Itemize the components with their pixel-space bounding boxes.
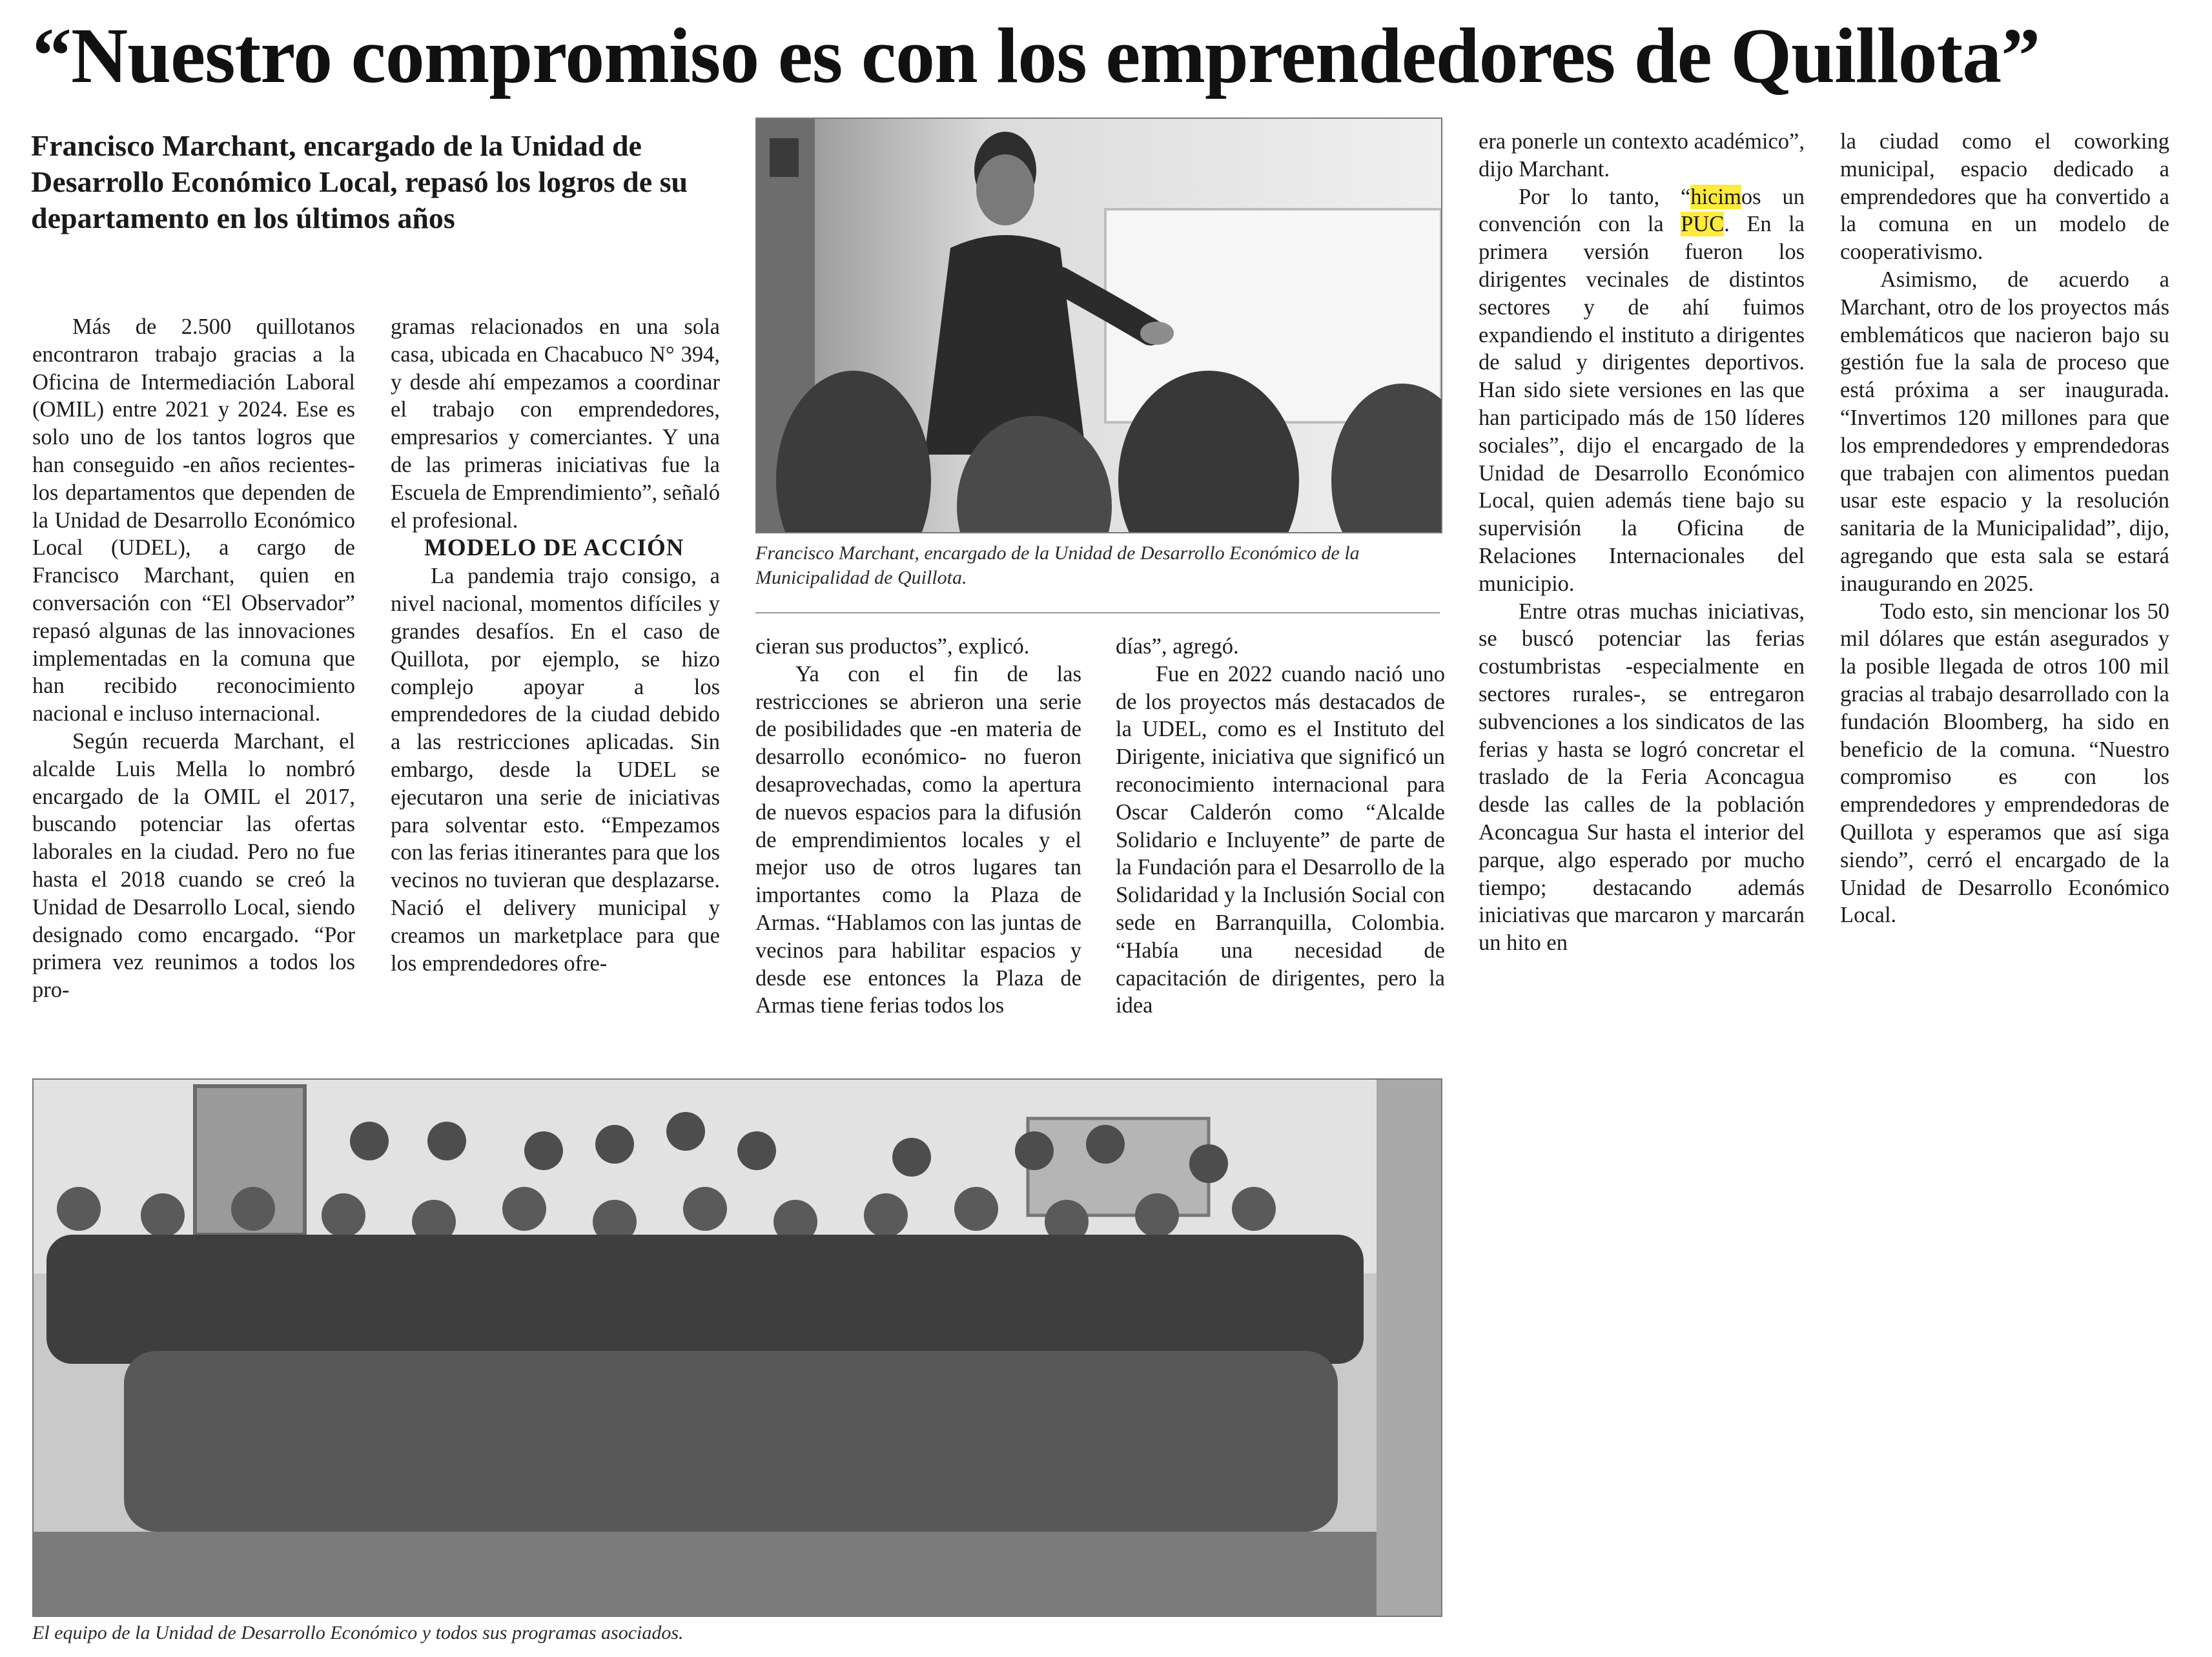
team-photo-caption: El equipo de la Unidad de Desarrollo Económico y todos sus programas asociados. [32, 1622, 684, 1643]
team-group-photo-illustration [34, 1080, 1441, 1616]
col5-paragraph-3: Entre otras muchas iniciativas, se buscó potenciar las ferias costumbristas -especialmente en sectores rurales-, se entregaron subvenciones a los sindicatos de las ferias y hasta se logró concretar el traslado de la Feria Aconcagua desde las calles de la población Aconcagua Sur hasta el interior del parque, algo esperado por mucho tiempo; destacando además iniciativas que marcaron y marcarán un hito en [1479, 599, 1805, 956]
col2-paragraph-2: La pandemia trajo consigo, a nivel nacional, momentos difíciles y grandes desafíos. En el caso de Quillota, por ejemplo, se hizo complejo apoyar a los emprendedores de la ciudad debido a las restricciones aplicadas. Sin embargo, desde la UDEL se ejecutaron una serie de iniciativas para solventar esto. “Empezamos con las ferias itinerantes para que los vecinos no tuvieran que desplazarse. Nació el delivery municipal y creamos un marketplace para que los emprendedores ofre- [391, 564, 720, 976]
section-subhead: MODELO DE ACCIÓN [424, 535, 684, 562]
col5-text-a: Por lo tanto, “ [1519, 184, 1691, 209]
article-deck: Francisco Marchant, encargado de la Unidad de Desarrollo Económico Local, repasó los logros de su departamento en los últimos años [31, 129, 688, 234]
col4-paragraph-1: días”, agregó. [1116, 634, 1239, 659]
column-2 [391, 313, 720, 977]
column-4 [1116, 633, 1445, 1020]
col6-paragraph-1: la ciudad como el coworking municipal, espacio dedicado a emprendedores que ha convertido a la comuna en un modelo de cooperativismo. [1840, 129, 2169, 265]
team-group-photo [32, 1078, 1442, 1617]
photo1-bottom-rule [755, 612, 1440, 613]
column-6 [1840, 128, 2169, 929]
column-5 [1479, 128, 1805, 957]
marchant-photo [755, 118, 1442, 533]
col5-paragraph-1: era ponerle un contexto académico”, dijo Marchant. [1479, 129, 1805, 181]
column-1 [32, 313, 355, 1004]
col5-text-c: . En la primera versión fueron los dirigentes vecinales de distintos sectores y de ahí fuimos expandiendo el instituto a dirigentes de salud y dirigentes deportivos. Han sido siete versiones en las que han participado más de 150 líderes sociales”, dijo el encargado de la Unidad de Desarrollo Económico Local, quien además tiene bajo su supervisión la Oficina de Relaciones Internacionales del municipio. [1479, 212, 1805, 596]
col1-paragraph-1: Más de 2.500 quillotanos encontraron trabajo gracias a la Oficina de Intermediación Laboral (OMIL) entre 2021 y 2024. Ese es solo uno de los tantos logros que han conseguido -en años recientes- los departamentos que dependen de la Unidad de Desarrollo Económico Local (UDEL), a cargo de Francisco Marchant, quien en conversación con “El Observador” repasó algunas de las innovaciones implementadas en la comuna que han recibido reconocimiento nacional e incluso internacional. [32, 314, 355, 726]
col6-paragraph-2: Asimismo, de acuerdo a Marchant, otro de los proyectos más emblemáticos que nacieron bajo su gestión fue la sala de proceso que está próxima a ser inaugurada. “Invertimos 120 millones para que los emprendedores y emprendedoras que trabajen con alimentos puedan usar este espacio y la resolución sanitaria de la Municipalidad”, dijo, agregando que esta sala se estará inaugurando en 2025. [1840, 267, 2169, 596]
col3-paragraph-1: cieran sus productos”, explicó. [755, 634, 1030, 659]
col5-text-b: os un convención con la [1479, 184, 1805, 237]
highlighted-text-hicim: hicim [1690, 184, 1741, 209]
col3-paragraph-2: Ya con el fin de las restricciones se abrieron una serie de posibilidades que -en materia de desarrollo económico- no fueron desaprovechadas, como la apertura de nuevos espacios para la difusión de emprendimientos locales y el mejor uso de otros lugares tan importantes como la Plaza de Armas. “Hablamos con las juntas de vecinos para habilitar espacios y desde ese entonces la Plaza de Armas tiene ferias todos los [755, 661, 1081, 1018]
col2-paragraph-1: gramas relacionados en una sola casa, ubicada en Chacabuco N° 394, y desde ahí empezamos a coordinar el trabajo con emprendedores, empresarios y comerciantes. Y una de las primeras iniciativas fue la Escuela de Emprendimiento”, señaló el profesional. [391, 314, 720, 533]
marchant-photo-caption: Francisco Marchant, encargado de la Unidad de Desarrollo Económico de la Municipalidad de Quillota. [755, 542, 1360, 588]
highlighted-text-puc: PUC [1681, 212, 1725, 237]
col6-paragraph-3: Todo esto, sin mencionar los 50 mil dólares que están asegurados y la posible llegada de otros 100 mil gracias al trabajo desarrollado con la fundación Bloomberg, ha sido en beneficio de la comuna. “Nuestro compromiso es con los emprendedores y emprendedoras de Quillota y esperamos que así siga siendo”, cerró el encargado de la Unidad de Desarrollo Económico Local. [1840, 599, 2169, 928]
column-3 [755, 633, 1081, 1020]
col5-paragraph-2 [1479, 183, 1805, 598]
marchant-photo-illustration [757, 119, 1441, 532]
col1-paragraph-2: Según recuerda Marchant, el alcalde Luis Mella lo nombró encargado de la OMIL el 2017, buscando potenciar las ofertas laborales en la ciudad. Pero no fue hasta el 2018 cuando se creó la Unidad de Desarrollo Local, siendo designado como encargado. “Por primera vez reunimos a todos los pro- [32, 728, 355, 1003]
article-headline: “Nuestro compromiso es con los emprendedores de Quillota” [32, 12, 2040, 99]
col4-paragraph-2: Fue en 2022 cuando nació uno de los proyectos más destacados de la UDEL, como es el Instituto del Dirigente, iniciativa que significó un reconocimiento internacional para Oscar Calderón como “Alcalde Solidario e Incluyente” de parte de la Fundación para el Desarrollo de la Solidaridad y la Inclusión Social con sede en Barranquilla, Colombia. “Había una necesidad de capacitación de dirigentes, pero la idea [1116, 661, 1445, 1018]
